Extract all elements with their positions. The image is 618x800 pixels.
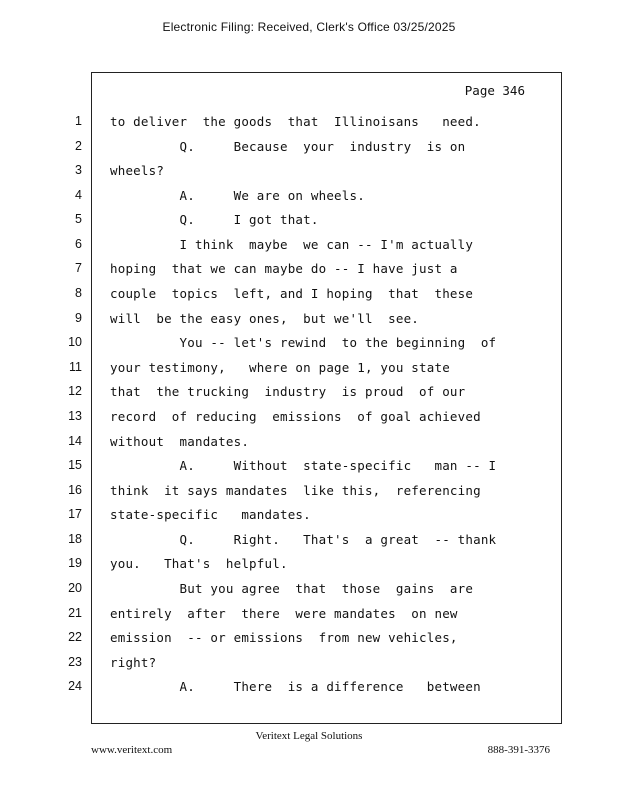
line-number: 14 <box>68 434 82 448</box>
line-text: entirely after there were mandates on new <box>110 606 458 621</box>
line-text: your testimony, where on page 1, you state <box>110 360 450 375</box>
line-number: 17 <box>68 507 82 521</box>
line-text: wheels? <box>110 163 165 178</box>
line-text: that the trucking industry is proud of our <box>110 384 466 399</box>
line-text: emission -- or emissions from new vehicles, <box>110 630 458 645</box>
line-number: 13 <box>68 409 82 423</box>
line-number: 10 <box>68 335 82 349</box>
footer-company: Veritext Legal Solutions <box>255 730 363 742</box>
line-text: state-specific mandates. <box>110 507 311 522</box>
line-text: will be the easy ones, but we'll see. <box>110 311 420 326</box>
footer-website: www.veritext.com <box>91 744 173 756</box>
line-number: 6 <box>75 237 82 251</box>
line-text: A. We are on wheels. <box>110 188 365 203</box>
line-number: 1 <box>75 114 82 128</box>
page-number-label: Page 346 <box>464 83 525 98</box>
line-text: to deliver the goods that Illinoisans need. <box>110 114 481 129</box>
line-number: 16 <box>68 483 82 497</box>
line-number: 21 <box>68 606 82 620</box>
line-number: 9 <box>75 311 82 325</box>
line-number: 15 <box>68 458 82 472</box>
filing-stamp-header: Electronic Filing: Received, Clerk's Office 03/25/2025 <box>162 20 456 34</box>
line-number: 24 <box>68 679 82 693</box>
line-text: Q. Right. That's a great -- thank <box>110 532 497 547</box>
line-text: Q. Because your industry is on <box>110 139 466 154</box>
line-text: But you agree that those gains are <box>110 581 474 596</box>
line-text: hoping that we can maybe do -- I have just a <box>110 261 458 276</box>
line-number: 11 <box>69 360 82 374</box>
line-text: A. There is a difference between <box>110 679 481 694</box>
line-number: 18 <box>68 532 82 546</box>
line-number: 23 <box>68 655 82 669</box>
line-text: A. Without state-specific man -- I <box>110 458 497 473</box>
line-number: 19 <box>68 556 82 570</box>
line-number: 7 <box>75 261 82 275</box>
line-text: you. That's helpful. <box>110 556 288 571</box>
footer-phone: 888-391-3376 <box>487 744 550 756</box>
line-number: 4 <box>75 188 82 202</box>
line-number: 8 <box>75 286 82 300</box>
line-number: 2 <box>75 139 82 153</box>
line-number: 12 <box>68 384 82 398</box>
line-text: I think maybe we can -- I'm actually <box>110 237 474 252</box>
line-text: think it says mandates like this, referencing <box>110 483 481 498</box>
line-text: right? <box>110 655 157 670</box>
line-number: 5 <box>75 212 82 226</box>
line-number: 3 <box>75 163 82 177</box>
line-number: 22 <box>68 630 82 644</box>
line-text: without mandates. <box>110 434 250 449</box>
line-text: You -- let's rewind to the beginning of <box>110 335 497 350</box>
line-text: record of reducing emissions of goal achieved <box>110 409 481 424</box>
line-number: 20 <box>68 581 82 595</box>
line-text: Q. I got that. <box>110 212 319 227</box>
line-text: couple topics left, and I hoping that these <box>110 286 474 301</box>
